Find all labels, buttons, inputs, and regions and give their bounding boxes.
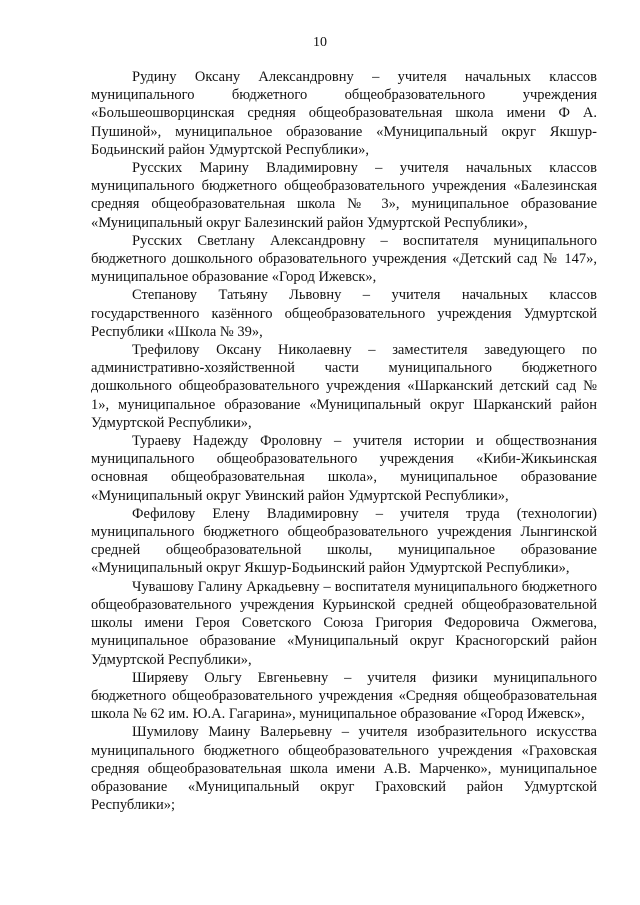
list-item-shiryaeva: Ширяеву Ольгу Евгеньевну – учителя физики муниципального бюджетного общеобразовательного учреждения «Средняя общеобразовательная школа № 62 им. Ю.А. Гагарина», муниципальное образование «Город Ижевск»,: [91, 669, 597, 723]
list-item-turaeva: Тураеву Надежду Фроловну – учителя истории и обществознания муниципального общеобразовательного учреждения «Киби-Жикьинская основная общеобразовательная школа», муниципальное образование «Муниципальный округ Увинский район Удмуртской Республики»,: [91, 433, 597, 504]
list-item-shumilova: Шумилову Маину Валерьевну – учителя изобразительного искусства муниципального бюджетного общеобразовательного учреждения «Граховская средняя общеобразовательная школа имени А.В. Марченко», муниципальное образование «Муниципальный округ Граховский район Удмуртской Республики»;: [91, 724, 597, 814]
list-item-fefilova: Фефилову Елену Владимировну – учителя труда (технологии) муниципального бюджетного общеобразовательного учреждения Лынгинской средней общеобразовательной школы, муниципальное образование «Муниципальный округ Якшур-Бодьинский район Удмуртской Республики»,: [91, 505, 597, 577]
list-item-russkikh-marina: Русских Марину Владимировну – учителя начальных классов муниципального бюджетного общеобразовательного учреждения «Балезинская средняя общеобразовательная школа № 3», муниципальное образование «Муниципальный округ Балезинский район Удмуртской Республики»,: [91, 160, 597, 231]
page-number: 10: [313, 35, 327, 50]
list-item-trefilova: Трефилову Оксану Николаевну – заместителя заведующего по административно-хозяйственной части муниципального бюджетного дошкольного общеобразовательного учреждения «Шарканский детский сад № 1», муниципальное образование «Муниципальный округ Шарканский район Удмуртской Республики»,: [91, 342, 597, 431]
award-list: [91, 68, 597, 814]
list-item-stepanova: Степанову Татьяну Львовну – учителя начальных классов государственного казённого общеобразовательного учреждения Удмуртской Республики «Школа № 39»,: [91, 287, 597, 340]
list-item-chuvashova: Чувашову Галину Аркадьевну – воспитателя муниципального бюджетного общеобразовательного учреждения Курьинской средней общеобразовательной школы имени Героя Советского Союза Григория Федоровича Ожмегова, муниципальное образование «Муниципальный округ Красногорский район Удмуртской Республики»,: [91, 578, 597, 668]
list-item-russkikh-svetlana: Русских Светлану Александровну – воспитателя муниципального бюджетного дошкольного образовательного учреждения «Детский сад № 147», муниципальное образование «Город Ижевск»,: [91, 232, 597, 286]
list-item-rudina: Рудину Оксану Александровну – учителя начальных классов муниципального бюджетного общеобразовательного учреждения «Большеошворцинская средняя общеобразовательная школа имени Ф А. Пушиной», муниципальное образование «Муниципальный округ Якшур-Бодьинский район Удмуртской Республики»,: [91, 69, 597, 158]
